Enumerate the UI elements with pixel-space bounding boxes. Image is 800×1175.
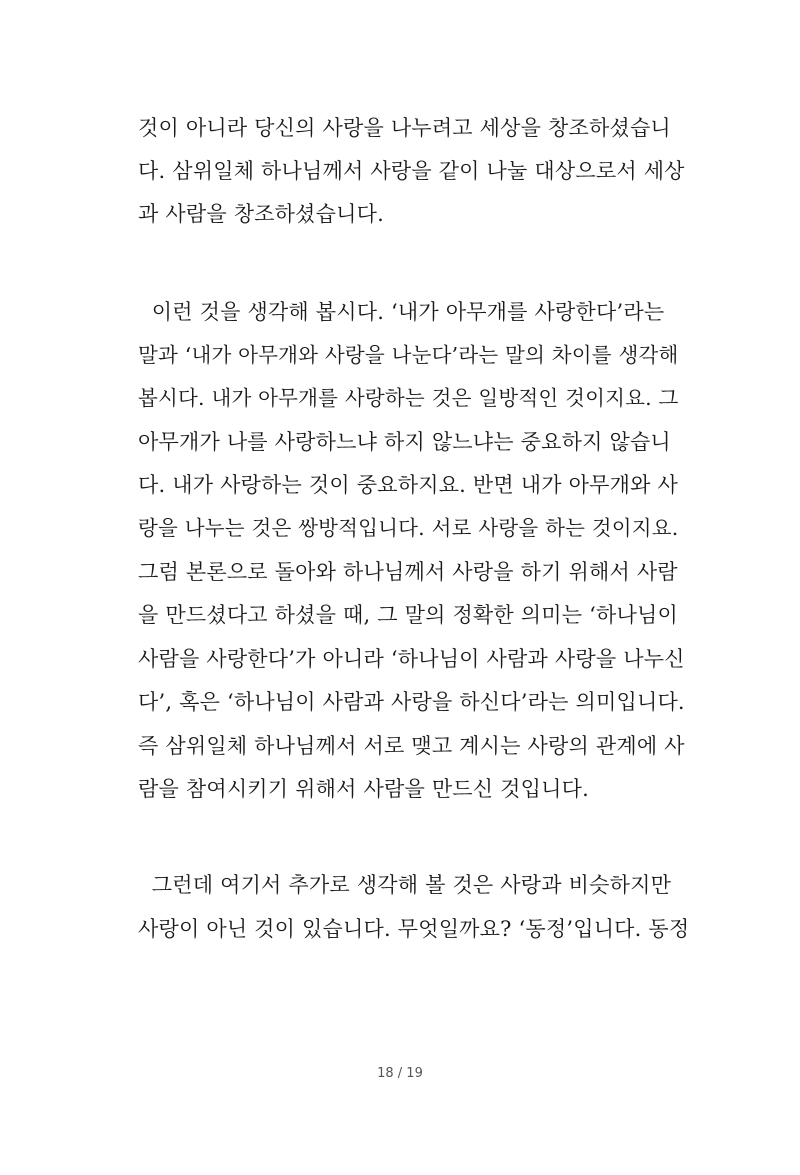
text-line: 것이 아니라 당신의 사랑을 나누려고 세상을 창조하셨습니 bbox=[138, 116, 671, 140]
text-line: 다. 내가 사랑하는 것이 중요하지요. 반면 내가 아무개와 사 bbox=[138, 473, 678, 497]
text-line: 람을 참여시키기 위해서 사람을 만드신 것입니다. bbox=[138, 777, 589, 801]
text-line: 사랑이 아닌 것이 있습니다. 무엇일까요? ‘동정’입니다. 동정 bbox=[138, 917, 690, 941]
text-line: 사람을 사랑한다’가 아니라 ‘하나님이 사람과 사랑을 나누신 bbox=[138, 647, 685, 671]
text-line: 을 만드셨다고 하셨을 때, 그 말의 정확한 의미는 ‘하나님이 bbox=[138, 603, 678, 627]
text-line: 봅시다. 내가 아무개를 사랑하는 것은 일방적인 것이지요. 그 bbox=[138, 386, 679, 410]
text-line: 과 사람을 창조하셨습니다. bbox=[138, 202, 384, 226]
text-line: 랑을 나누는 것은 쌍방적입니다. 서로 사랑을 하는 것이지요. bbox=[138, 516, 679, 540]
text-line: 즉 삼위일체 하나님께서 서로 맺고 계시는 사랑의 관계에 사 bbox=[138, 734, 685, 758]
page-number: 18 / 19 bbox=[377, 1066, 423, 1081]
text-line: 그런데 여기서 추가로 생각해 볼 것은 사랑과 비슷하지만 bbox=[138, 873, 672, 897]
text-line: 다. 삼위일체 하나님께서 사랑을 같이 나눌 대상으로서 세상 bbox=[138, 159, 685, 183]
text-line: 이런 것을 생각해 봅시다. ‘내가 아무개를 사랑한다’라는 bbox=[138, 300, 665, 324]
text-line: 다’, 혹은 ‘하나님이 사람과 사랑을 하신다’라는 의미입니다. bbox=[138, 690, 685, 714]
text-line: 그럼 본론으로 돌아와 하나님께서 사랑을 하기 위해서 사람 bbox=[138, 560, 678, 584]
text-line: 아무개가 나를 사랑하느냐 하지 않느냐는 중요하지 않습니 bbox=[138, 430, 671, 454]
text-line: 말과 ‘내가 아무개와 사랑을 나눈다’라는 말의 차이를 생각해 bbox=[138, 343, 679, 367]
